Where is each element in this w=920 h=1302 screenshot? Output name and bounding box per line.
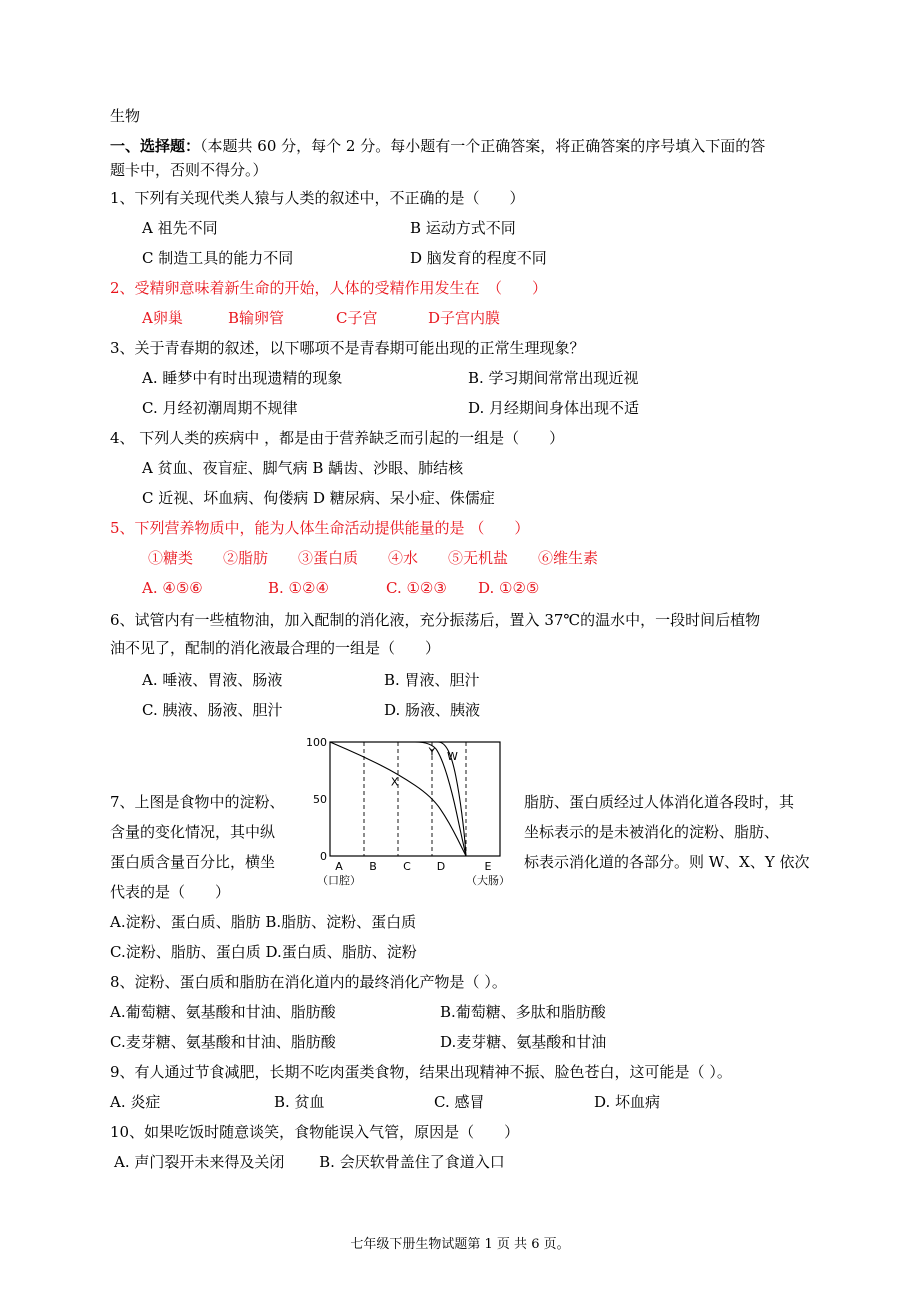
q2-option-b: B输卵管 [228,309,285,327]
x-tick-note: （大肠） [466,874,510,887]
q4-options-cd: C 近视、坏血病、佝偻病 D 糖尿病、呆小症、侏儒症 [142,489,495,507]
q3-option-d: D. 月经期间身体出现不适 [468,399,640,417]
q6-option-c: C. 胰液、肠液、胆汁 [142,701,283,719]
q3-option-b: B. 学习期间常常出现近视 [468,369,639,387]
q2-option-c: C子宫 [336,309,378,327]
q4-options-ab: A 贫血、夜盲症、脚气病 B 龋齿、沙眼、肺结核 [142,459,464,477]
q10-stem: 10、如果吃饭时随意谈笑，食物能误入气管，原因是（ ） [110,1123,520,1141]
q9-stem: 9、有人通过节食减肥，长期不吃肉蛋类食物，结果出现精神不振、脸色苍白，这可能是（ ）。 [110,1063,732,1081]
q7-options-cd: C.淀粉、脂肪、蛋白质 D.蛋白质、脂肪、淀粉 [110,943,417,961]
q6-option-a: A. 唾液、胃液、肠液 [142,671,283,689]
q7-options-ab: A.淀粉、蛋白质、脂肪 B.脂肪、淀粉、蛋白质 [110,913,417,931]
x-tick-label: C [403,860,411,873]
x-tick-label: E [484,860,492,873]
x-tick-note: （口腔） [317,874,361,887]
subject-title: 生物 [110,107,141,125]
x-tick-label: A [335,860,343,873]
q9-option-d: D. 坏血病 [594,1093,661,1111]
q5-option-c: C. ①②③ [386,579,447,597]
q8-stem: 8、淀粉、蛋白质和脂肪在消化道内的最终消化产物是（ ）。 [110,973,507,991]
digestion-chart [300,730,510,890]
q1-option-c: C 制造工具的能力不同 [142,249,294,267]
section-title: 一、选择题： [110,137,201,155]
q9-option-b: B. 贫血 [274,1093,325,1111]
q7-right-line3: 标表示消化道的各部分。则 W、X、Y 依次 [524,853,810,871]
chart-y-ticks [306,736,327,863]
q6-option-b: B. 胃液、胆汁 [384,671,480,689]
chart-frame [330,742,500,856]
section-intro-continued: 题卡中，否则不得分。） [110,161,268,179]
q2-option-a: A卵巢 [142,309,183,327]
page-footer: 七年级下册生物试题第 1 页 共 6 页。 [350,1237,570,1252]
q5-option-d: D. ①②⑤ [478,579,540,597]
q7-right-line1: 脂肪、蛋白质经过人体消化道各段时，其 [524,793,795,811]
section-heading [110,136,765,156]
chart-curve-labels [391,746,458,789]
q2-stem: 2、受精卵意味着新生命的开始，人体的受精作用发生在 （ ） [110,279,548,297]
q5-items: ①糖类 ②脂肪 ③蛋白质 ④水 ⑤无机盐 ⑥维生素 [148,549,599,567]
q8-option-d: D.麦芽糖、氨基酸和甘油 [440,1033,607,1051]
q7-left-line2: 含量的变化情况，其中纵 [110,823,276,841]
q7-right-line2: 坐标表示的是未被消化的淀粉、脂肪、 [524,823,780,841]
q1-option-a: A 祖先不同 [142,219,218,237]
q1-stem: 1、下列有关现代类人猿与人类的叙述中，不正确的是（ ） [110,189,525,207]
x-tick-label: B [369,860,377,873]
q9-option-c: C. 感冒 [434,1093,485,1111]
q7-left-line1: 7、上图是食物中的淀粉、 [110,793,285,811]
q8-option-c: C.麦芽糖、氨基酸和甘油、脂肪酸 [110,1033,336,1051]
y-tick-label: 0 [320,850,327,863]
q6-stem-line1: 6、试管内有一些植物油，加入配制的消化液，充分振荡后，置入 37℃的温水中，一段时间后植物 [110,611,761,629]
q5-stem: 5、下列营养物质中，能为人体生命活动提供能量的是 （ ） [110,519,530,537]
q5-option-a: A. ④⑤⑥ [142,579,203,597]
q3-stem: 3、关于青春期的叙述，以下哪项不是青春期可能出现的正常生理现象？ [110,339,585,357]
q6-option-d: D. 肠液、胰液 [384,701,481,719]
curve-label-x: X [390,775,399,789]
curve-label-w: W [446,750,458,764]
q3-option-c: C. 月经初潮周期不规律 [142,399,298,417]
x-tick-label: D [436,860,446,873]
q7-left-line4: 代表的是（ ） [110,883,231,901]
q1-option-d: D 脑发育的程度不同 [410,249,547,267]
q3-option-a: A. 睡梦中有时出现遗精的现象 [142,369,343,387]
q1-option-b: B 运动方式不同 [410,219,516,237]
q6-stem-line2: 油不见了，配制的消化液最合理的一组是（ ） [110,639,441,657]
q7-left-line3: 蛋白质含量百分比，横坐 [110,853,276,871]
q8-option-b: B.葡萄糖、多肽和脂肪酸 [440,1003,606,1021]
section-intro: （本题共 60 分，每个 2 分。每小题有一个正确答案，将正确答案的序号填入下面的答 [200,137,766,155]
y-tick-label: 50 [313,793,327,806]
q2-option-d: D子宫内膜 [428,309,501,327]
q10-options-ab: A. 声门裂开未来得及关闭 B. 会厌软骨盖住了食道入口 [114,1153,505,1171]
q8-option-a: A.葡萄糖、氨基酸和甘油、脂肪酸 [110,1003,336,1021]
y-tick-label: 100 [306,736,327,749]
chart-x-ticks [317,860,510,887]
curve-label-y: Y [428,745,436,759]
q4-stem: 4、 下列人类的疾病中 ，都是由于营养缺乏而引起的一组是（ ） [110,429,565,447]
q5-option-b: B. ①②④ [268,579,329,597]
q9-option-a: A. 炎症 [110,1093,161,1111]
